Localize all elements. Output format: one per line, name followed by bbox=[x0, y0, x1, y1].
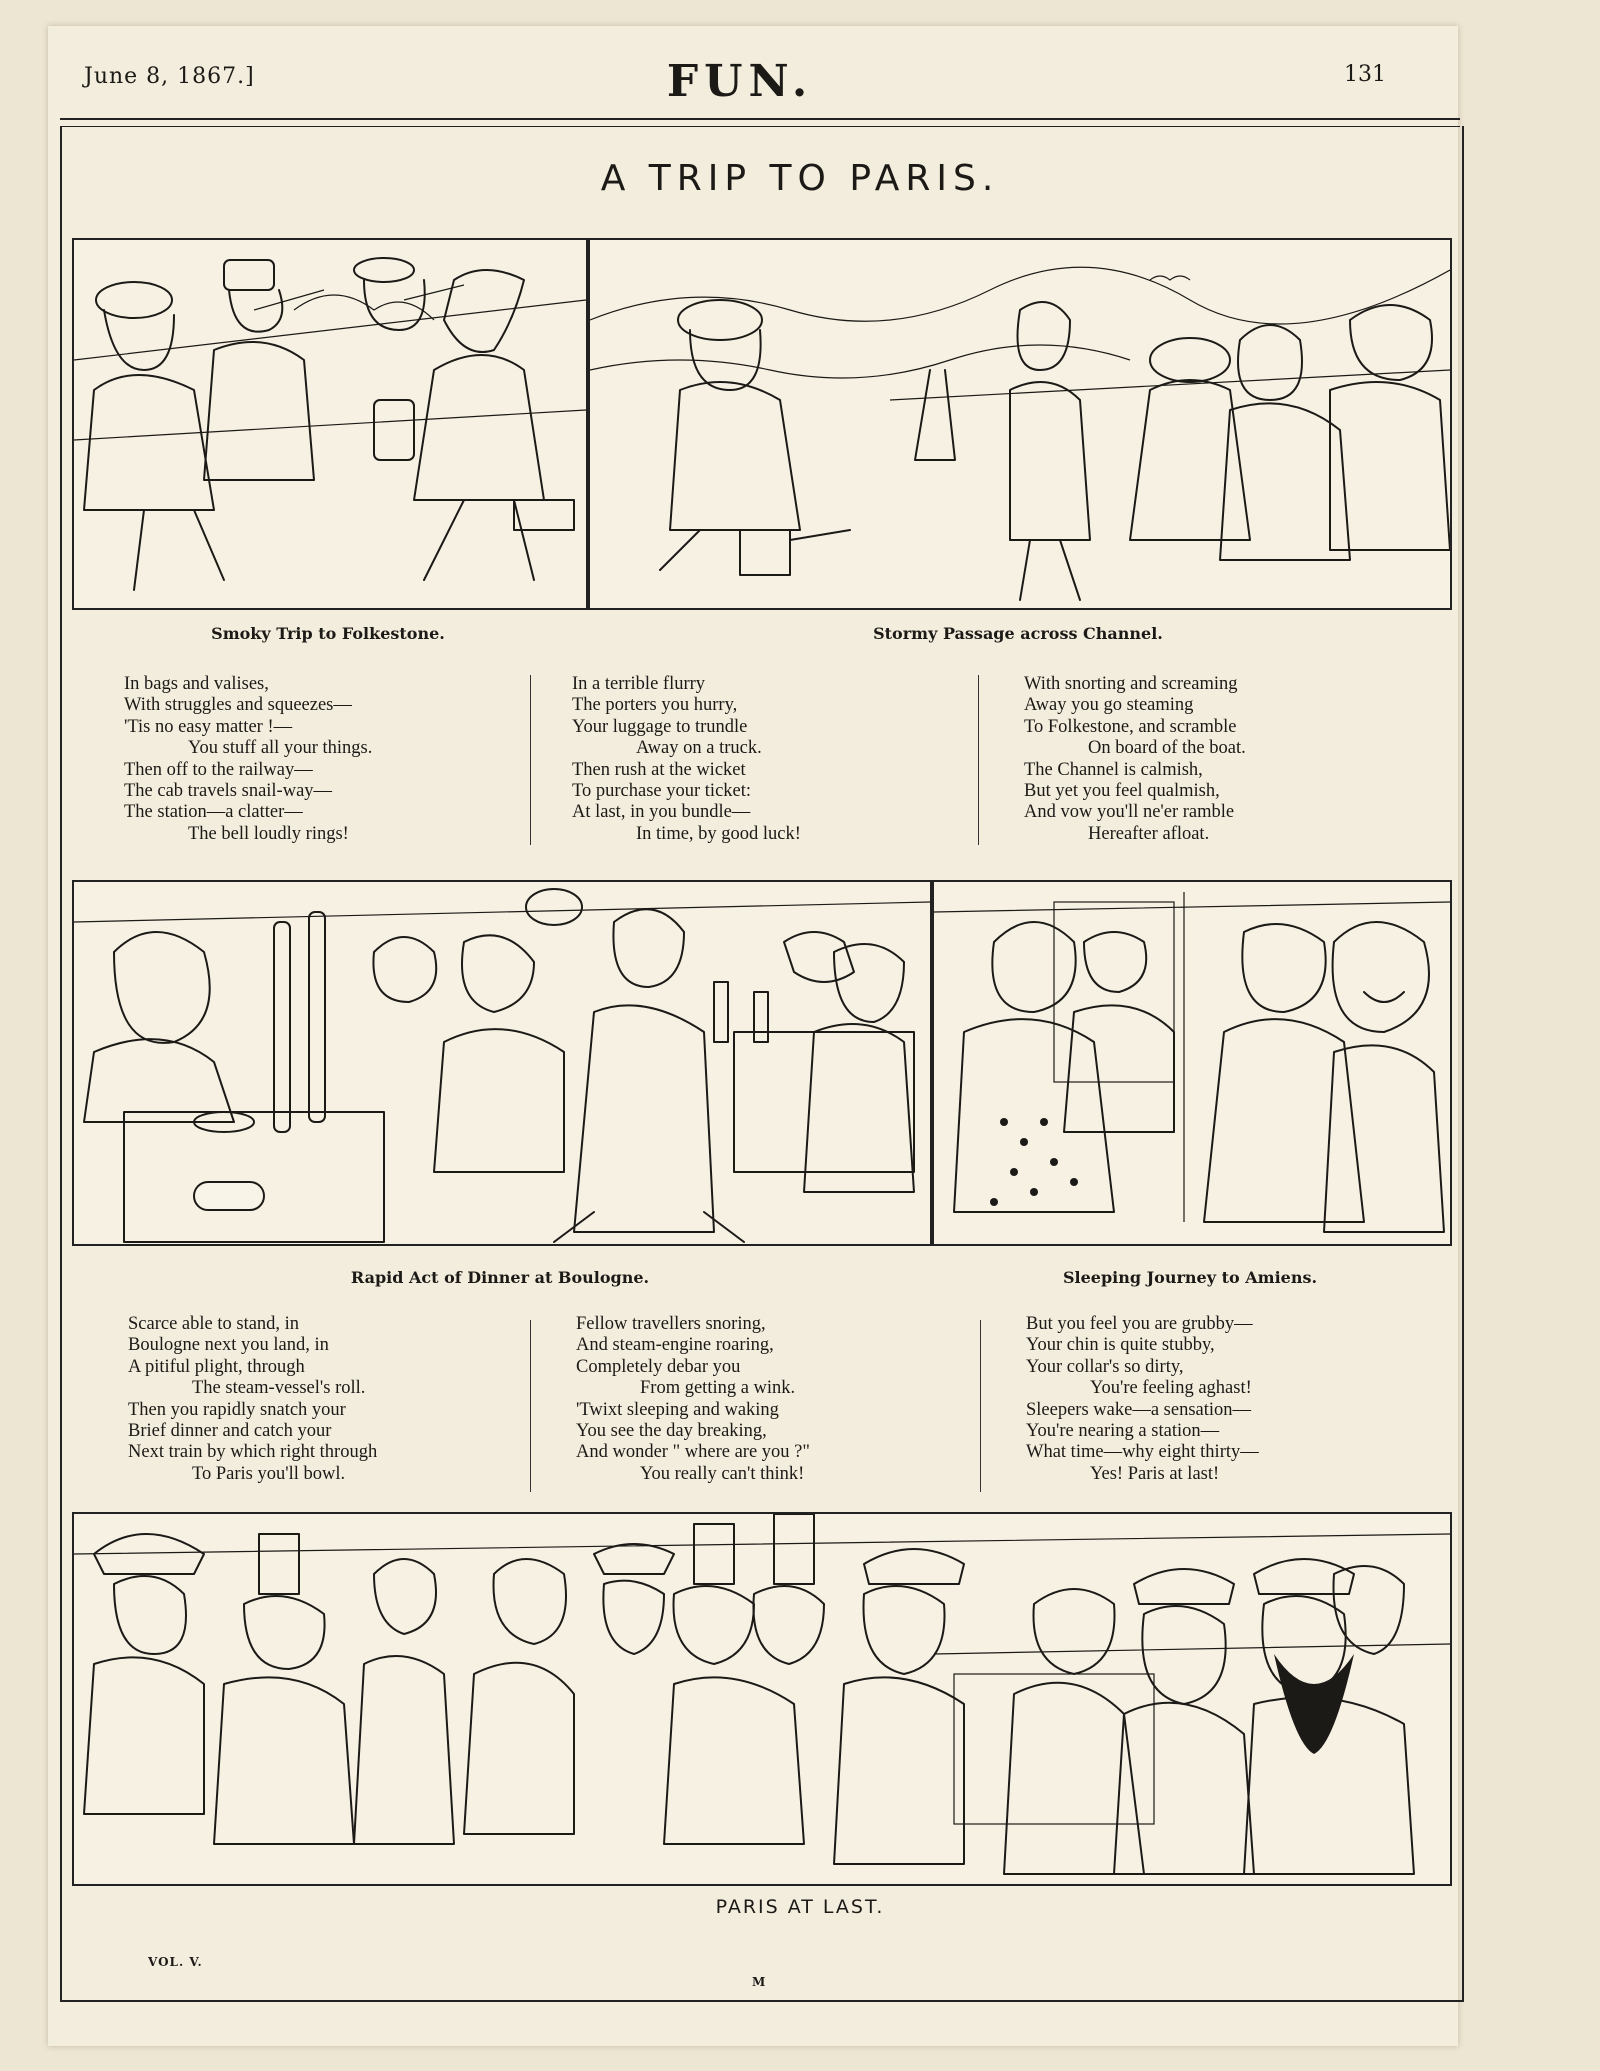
caption-paris-at-last: PARIS AT LAST. bbox=[715, 1896, 885, 1918]
verse-line: The station—a clatter— bbox=[124, 802, 303, 823]
verse-line: But yet you feel qualmish, bbox=[1024, 781, 1220, 802]
verse-2-1 bbox=[128, 1314, 488, 1485]
verse-line: To Folkestone, and scramble bbox=[1024, 716, 1237, 737]
verse-line: At last, in you bundle— bbox=[572, 802, 751, 823]
caption-dinner-boulogne: Rapid Act of Dinner at Boulogne. bbox=[350, 1268, 650, 1287]
verse-line: And vow you'll ne'er ramble bbox=[1024, 802, 1235, 823]
verse-line: In time, by good luck! bbox=[636, 823, 801, 844]
signature-mark: M bbox=[752, 1975, 766, 1989]
verse-line: Brief dinner and catch your bbox=[128, 1421, 332, 1442]
verse-line: With snorting and screaming bbox=[1024, 674, 1238, 694]
verse-line: Yes! Paris at last! bbox=[1090, 1463, 1220, 1484]
verse-line: But you feel you are grubby— bbox=[1026, 1314, 1253, 1334]
verse-line: A pitiful plight, through bbox=[128, 1356, 305, 1377]
verse-line: The bell loudly rings! bbox=[188, 823, 349, 844]
issue-date: June 8, 1867.] bbox=[84, 64, 255, 89]
verse-line: Boulogne next you land, in bbox=[128, 1335, 329, 1356]
verse-line: And wonder " where are you ?" bbox=[576, 1442, 810, 1463]
verse-1-1 bbox=[124, 674, 454, 845]
verse-line: You stuff all your things. bbox=[188, 738, 373, 759]
verse-line: With struggles and squeezes— bbox=[124, 695, 352, 716]
caption-smoky-trip: Smoky Trip to Folkestone. bbox=[211, 624, 445, 643]
verse-line: Completely debar you bbox=[576, 1356, 741, 1377]
verse-line: You really can't think! bbox=[640, 1463, 805, 1484]
verse-line: Away you go steaming bbox=[1024, 695, 1194, 716]
verse-line: You see the day breaking, bbox=[576, 1421, 767, 1442]
verse-line: Fellow travellers snoring, bbox=[576, 1314, 766, 1334]
verse-line: What time—why eight thirty— bbox=[1026, 1442, 1259, 1463]
verse-line: 'Tis no easy matter !— bbox=[124, 716, 293, 737]
verse-line: Scarce able to stand, in bbox=[128, 1314, 300, 1334]
verse-line: On board of the boat. bbox=[1088, 738, 1246, 759]
verse-line: Then you rapidly snatch your bbox=[128, 1399, 346, 1420]
verse-line: And steam-engine roaring, bbox=[576, 1335, 774, 1356]
caption-sleeping-journey: Sleeping Journey to Amiens. bbox=[1062, 1268, 1318, 1287]
illustration-sleeping-journey bbox=[932, 880, 1452, 1246]
publication-title: FUN. bbox=[666, 56, 814, 107]
column-divider bbox=[978, 675, 979, 845]
verse-line: Then off to the railway— bbox=[124, 759, 313, 780]
page-number: 131 bbox=[1344, 62, 1386, 87]
sleeping-journey-drawing bbox=[934, 882, 1450, 1244]
verse-2-3 bbox=[1026, 1314, 1366, 1485]
verse-line: Your chin is quite stubby, bbox=[1026, 1335, 1215, 1356]
verse-1-2 bbox=[572, 674, 902, 845]
column-divider bbox=[530, 1320, 531, 1492]
verse-line: From getting a wink. bbox=[640, 1378, 796, 1399]
caption-stormy-passage: Stormy Passage across Channel. bbox=[873, 624, 1163, 643]
verse-line: The cab travels snail-way— bbox=[124, 781, 333, 802]
stormy-passage-drawing bbox=[590, 240, 1450, 608]
verse-line: Hereafter afloat. bbox=[1088, 823, 1210, 844]
verse-line: Your luggage to trundle bbox=[572, 716, 748, 737]
volume-number: VOL. V. bbox=[148, 1955, 203, 1969]
verse-line: The steam-vessel's roll. bbox=[192, 1378, 366, 1399]
page-title: A TRIP TO PARIS. bbox=[600, 158, 1000, 199]
verse-line: In a terrible flurry bbox=[572, 674, 706, 694]
verse-line: You're feeling aghast! bbox=[1090, 1378, 1252, 1399]
verse-line: Then rush at the wicket bbox=[572, 759, 746, 780]
illustration-dinner-boulogne bbox=[72, 880, 932, 1246]
verse-line: The porters you hurry, bbox=[572, 695, 738, 716]
verse-2-2 bbox=[576, 1314, 916, 1485]
verse-line: You're nearing a station— bbox=[1026, 1421, 1220, 1442]
verse-line: The Channel is calmish, bbox=[1024, 759, 1203, 780]
illustration-paris-at-last bbox=[72, 1512, 1452, 1886]
illustration-smoky-trip bbox=[72, 238, 588, 610]
verse-line: In bags and valises, bbox=[124, 674, 269, 694]
column-divider bbox=[980, 1320, 981, 1492]
verse-line: Next train by which right through bbox=[128, 1442, 378, 1463]
dinner-boulogne-drawing bbox=[74, 882, 930, 1244]
illustration-stormy-passage bbox=[588, 238, 1452, 610]
smoky-trip-drawing bbox=[74, 240, 586, 608]
paris-at-last-drawing bbox=[74, 1514, 1450, 1884]
verse-1-3 bbox=[1024, 674, 1364, 845]
verse-line: Away on a truck. bbox=[636, 738, 762, 759]
verse-line: 'Twixt sleeping and waking bbox=[576, 1399, 779, 1420]
verse-line: Your collar's so dirty, bbox=[1026, 1356, 1184, 1377]
masthead bbox=[60, 52, 1420, 112]
verse-line: To Paris you'll bowl. bbox=[192, 1463, 346, 1484]
column-divider bbox=[530, 675, 531, 845]
verse-line: Sleepers wake—a sensation— bbox=[1026, 1399, 1252, 1420]
verse-line: To purchase your ticket: bbox=[572, 781, 752, 802]
